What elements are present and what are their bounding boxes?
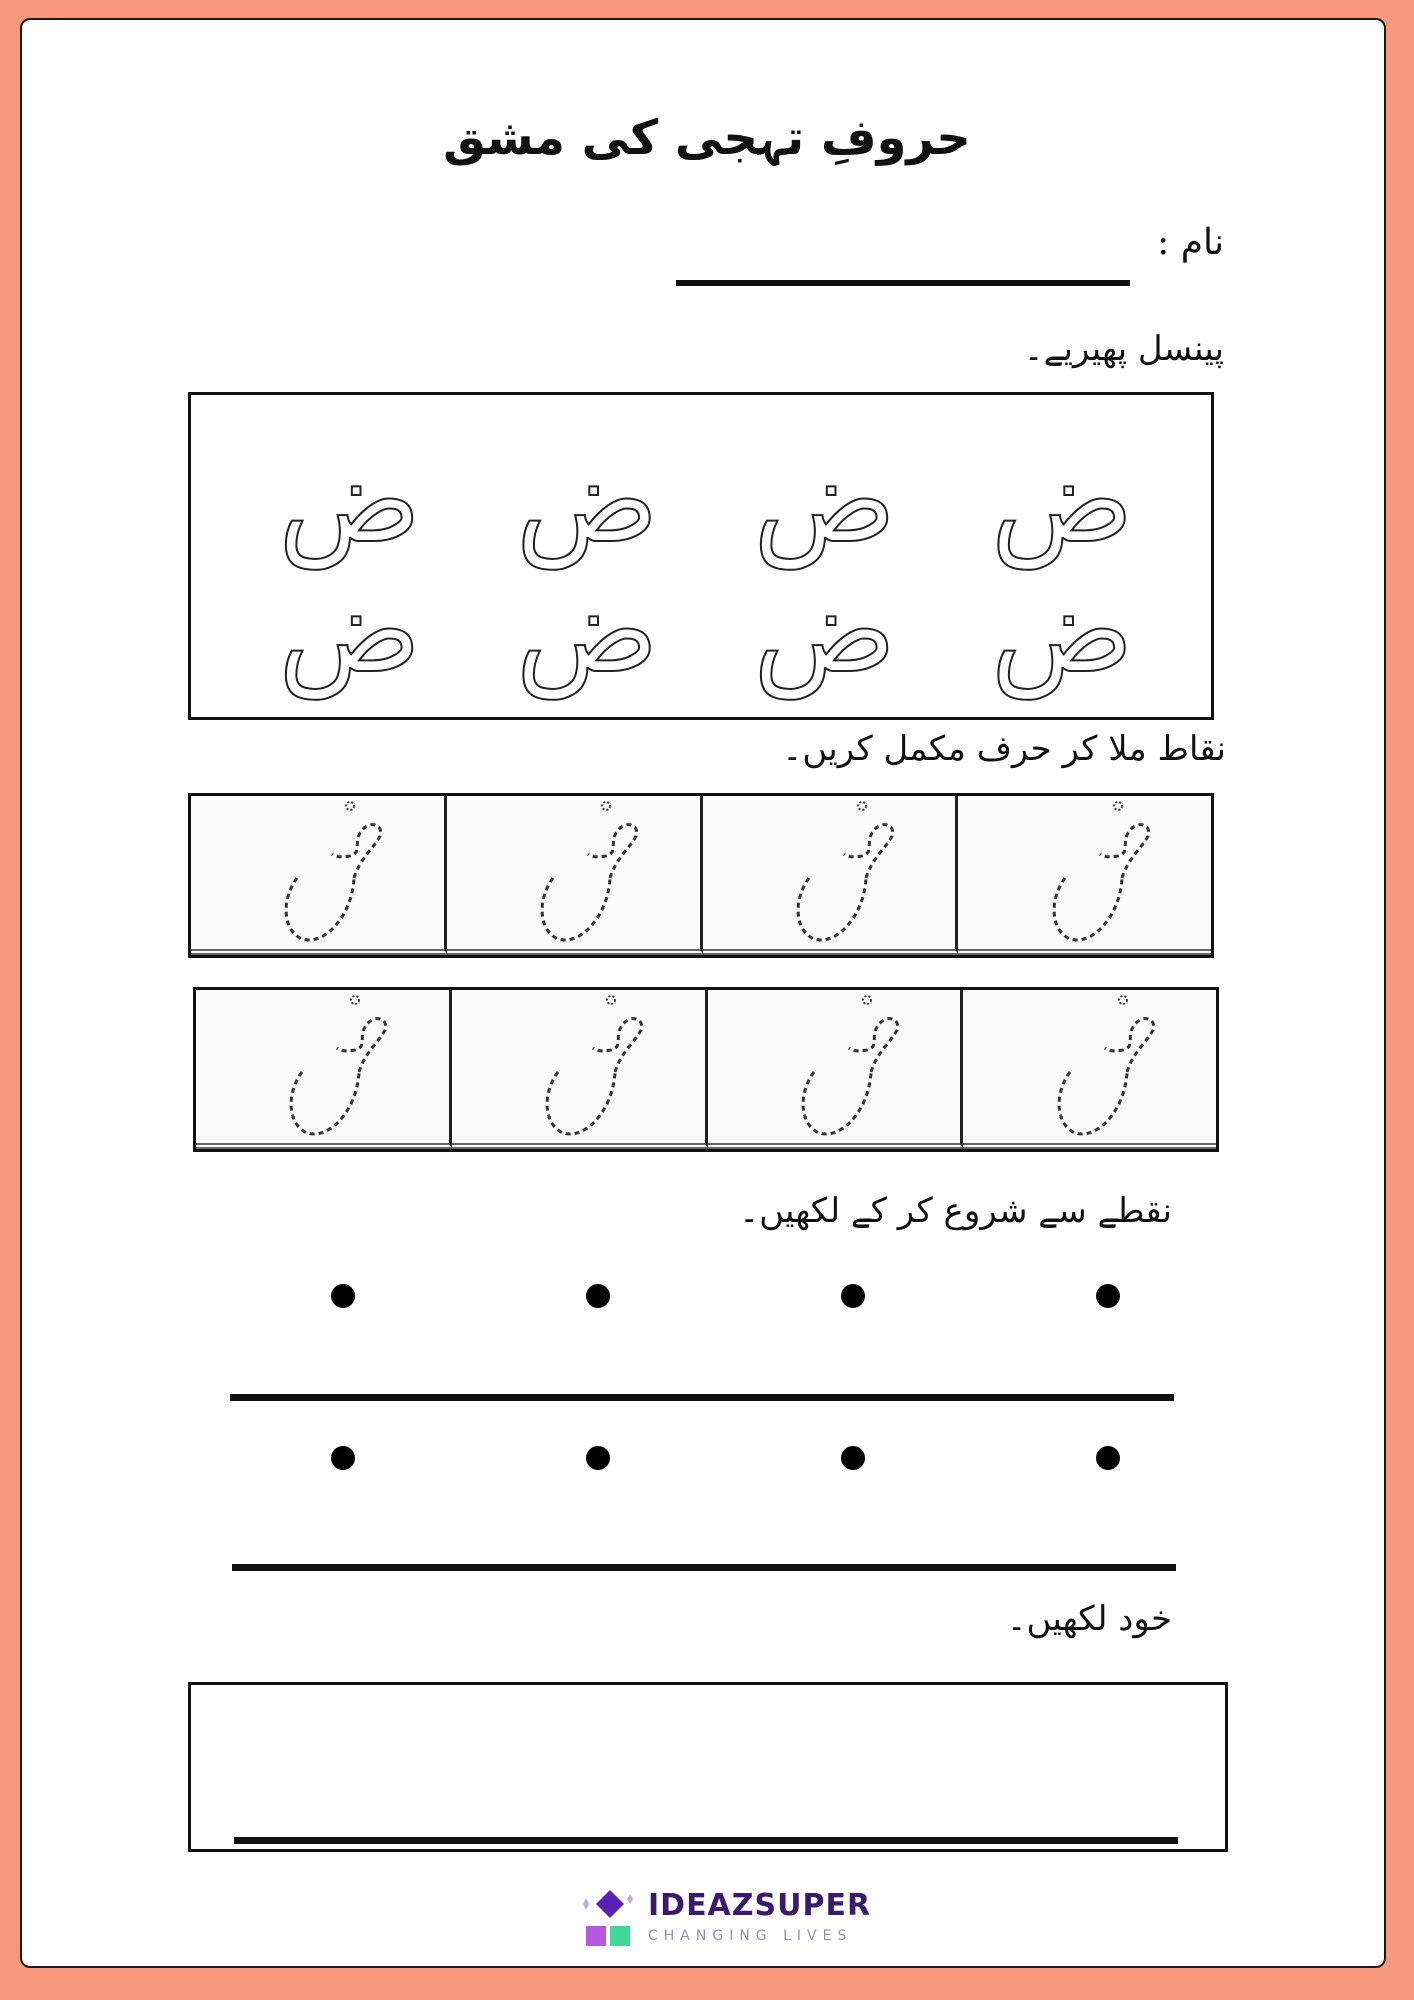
outline-letter[interactable]: ض — [278, 561, 422, 699]
dotted-letter-cell[interactable] — [963, 990, 1216, 1149]
dotted-letters-row-1 — [188, 793, 1214, 958]
start-dot — [841, 1446, 865, 1470]
dotted-letter-icon — [759, 992, 909, 1142]
dotted-letter-icon — [1015, 992, 1165, 1142]
start-dot — [331, 1284, 355, 1308]
dotted-letter-cell[interactable] — [196, 990, 452, 1149]
writing-baseline[interactable] — [232, 1564, 1176, 1571]
dotted-letter-cell[interactable] — [191, 796, 447, 955]
dotted-letter-icon — [247, 992, 397, 1142]
start-dot — [1096, 1446, 1120, 1470]
section-trace-instruction: پینسل پھیریے۔ — [1023, 329, 1224, 369]
dotted-letter-cell[interactable] — [703, 796, 959, 955]
outline-letter[interactable]: ض — [990, 561, 1134, 699]
ideazsuper-logo-icon — [578, 1888, 642, 1948]
outline-letter[interactable]: ض — [515, 431, 659, 569]
dotted-letter-icon — [754, 798, 904, 948]
section-connect-dots-instruction: نقاط ملا کر حرف مکمل کریں۔ — [782, 729, 1226, 769]
outline-letters-box — [188, 392, 1214, 720]
writing-baseline[interactable] — [230, 1394, 1174, 1401]
free-writing-box[interactable] — [188, 1682, 1228, 1852]
brand-name: IDEAZSUPER — [648, 1888, 872, 1923]
section-start-dot-instruction: نقطے سے شروع کر کے لکھیں۔ — [739, 1191, 1172, 1231]
start-dot — [586, 1284, 610, 1308]
outline-letter[interactable]: ض — [515, 561, 659, 699]
outline-letter[interactable]: ض — [990, 431, 1134, 569]
start-dot — [841, 1284, 865, 1308]
dotted-letter-icon — [1010, 798, 1160, 948]
dotted-letter-icon — [242, 798, 392, 948]
dotted-letter-cell[interactable] — [447, 796, 703, 955]
start-dot — [1096, 1284, 1120, 1308]
name-label: نام : — [1157, 222, 1224, 263]
dotted-letter-cell[interactable] — [708, 990, 964, 1149]
dotted-letter-cell[interactable] — [452, 990, 708, 1149]
writing-baseline — [234, 1837, 1178, 1844]
outline-letter[interactable]: ض — [753, 561, 897, 699]
name-write-line[interactable] — [676, 280, 1130, 286]
outline-letter[interactable]: ض — [753, 431, 897, 569]
dotted-letter-icon — [498, 798, 648, 948]
dotted-letter-cell[interactable] — [958, 796, 1211, 955]
worksheet-title: حروفِ تہجی کی مشق — [443, 110, 971, 166]
outline-letter[interactable]: ض — [278, 431, 422, 569]
start-dot — [586, 1446, 610, 1470]
brand-tagline: CHANGING LIVES — [648, 1928, 853, 1944]
dotted-letter-icon — [503, 992, 653, 1142]
dotted-letters-row-2 — [193, 987, 1219, 1152]
section-write-yourself-instruction: خود لکھیں۔ — [1006, 1599, 1172, 1639]
start-dot — [331, 1446, 355, 1470]
